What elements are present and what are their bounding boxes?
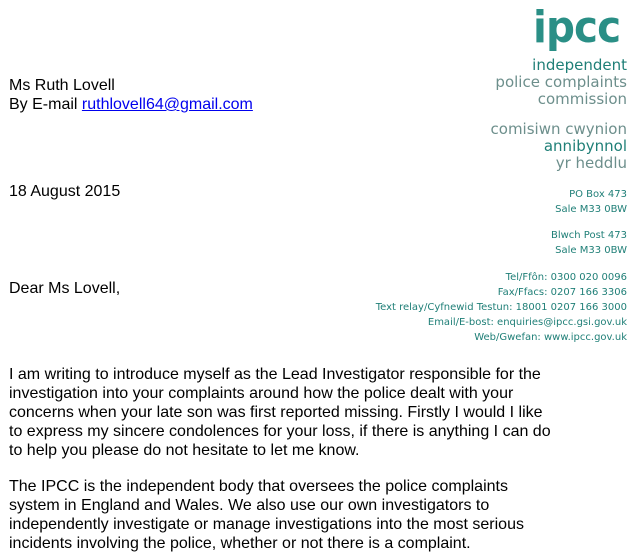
postal-address-welsh [551,228,627,258]
org-cy-line-1: comisiwn cwynion [490,120,627,138]
org-cy-line-2: annibynnol [543,137,627,155]
organisation-name-welsh [491,121,627,172]
salutation: Dear Ms Lovell, [9,280,121,297]
org-cy-line-3: yr heddlu [555,154,627,172]
address-cy-line-1: Blwch Post 473 [550,230,627,241]
recipient-email-prefix: By E-mail [9,96,82,113]
contact-tel: Tel/Ffôn: 0300 020 0096 [505,272,627,283]
paragraph-line: investigation into your complaints around how the police dealt with your [9,385,514,402]
paragraph-line: independently investigate or manage investigations into the most serious [9,516,524,533]
body-paragraph-1 [9,365,609,460]
recipient-block [9,76,253,114]
org-en-line-2: police complaints [495,73,627,91]
contact-details [376,270,627,345]
contact-email[interactable]: Email/E-bost: enquiries@ipcc.gsi.gov.uk [427,317,627,328]
paragraph-line: incidents involving the police, whether or not there is a complaint. [9,535,471,552]
paragraph-line: The IPCC is the independent body that oversees the police complaints [9,478,508,495]
recipient-email-line [9,95,253,114]
recipient-name: Ms Ruth Lovell [9,77,115,94]
paragraph-line: system in England and Wales. We also use our own investigators to [9,497,490,514]
address-cy-line-2: Sale M33 0BW [555,245,627,256]
paragraph-line: to express my sincere condolences for your loss, if there is anything I can do [9,423,551,440]
body-paragraph-2 [9,477,609,553]
org-en-line-3: commission [537,90,627,108]
paragraph-line: to help you please do not hesitate to let me know. [9,442,360,459]
ipcc-logo [533,4,629,54]
address-en-line-2: Sale M33 0BW [555,204,627,215]
contact-web[interactable]: Web/Gwefan: www.ipcc.gov.uk [474,332,627,343]
postal-address-english [555,187,627,217]
paragraph-line: I am writing to introduce myself as the Lead Investigator responsible for the [9,366,541,383]
address-en-line-1: PO Box 473 [569,189,627,200]
contact-text-relay: Text relay/Cyfnewid Testun: 18001 0207 166 3000 [375,302,627,313]
ipcc-logo-text: ipcc [533,2,621,53]
paragraph-line: concerns when your late son was first reported missing. Firstly I would I like [9,404,543,421]
contact-fax: Fax/Ffacs: 0207 166 3306 [497,287,627,298]
organisation-name-english [495,57,627,108]
org-en-line-1: independent [532,56,627,74]
recipient-email-link[interactable]: ruthlovell64@gmail.com [81,96,253,113]
letter-date: 18 August 2015 [9,183,121,200]
